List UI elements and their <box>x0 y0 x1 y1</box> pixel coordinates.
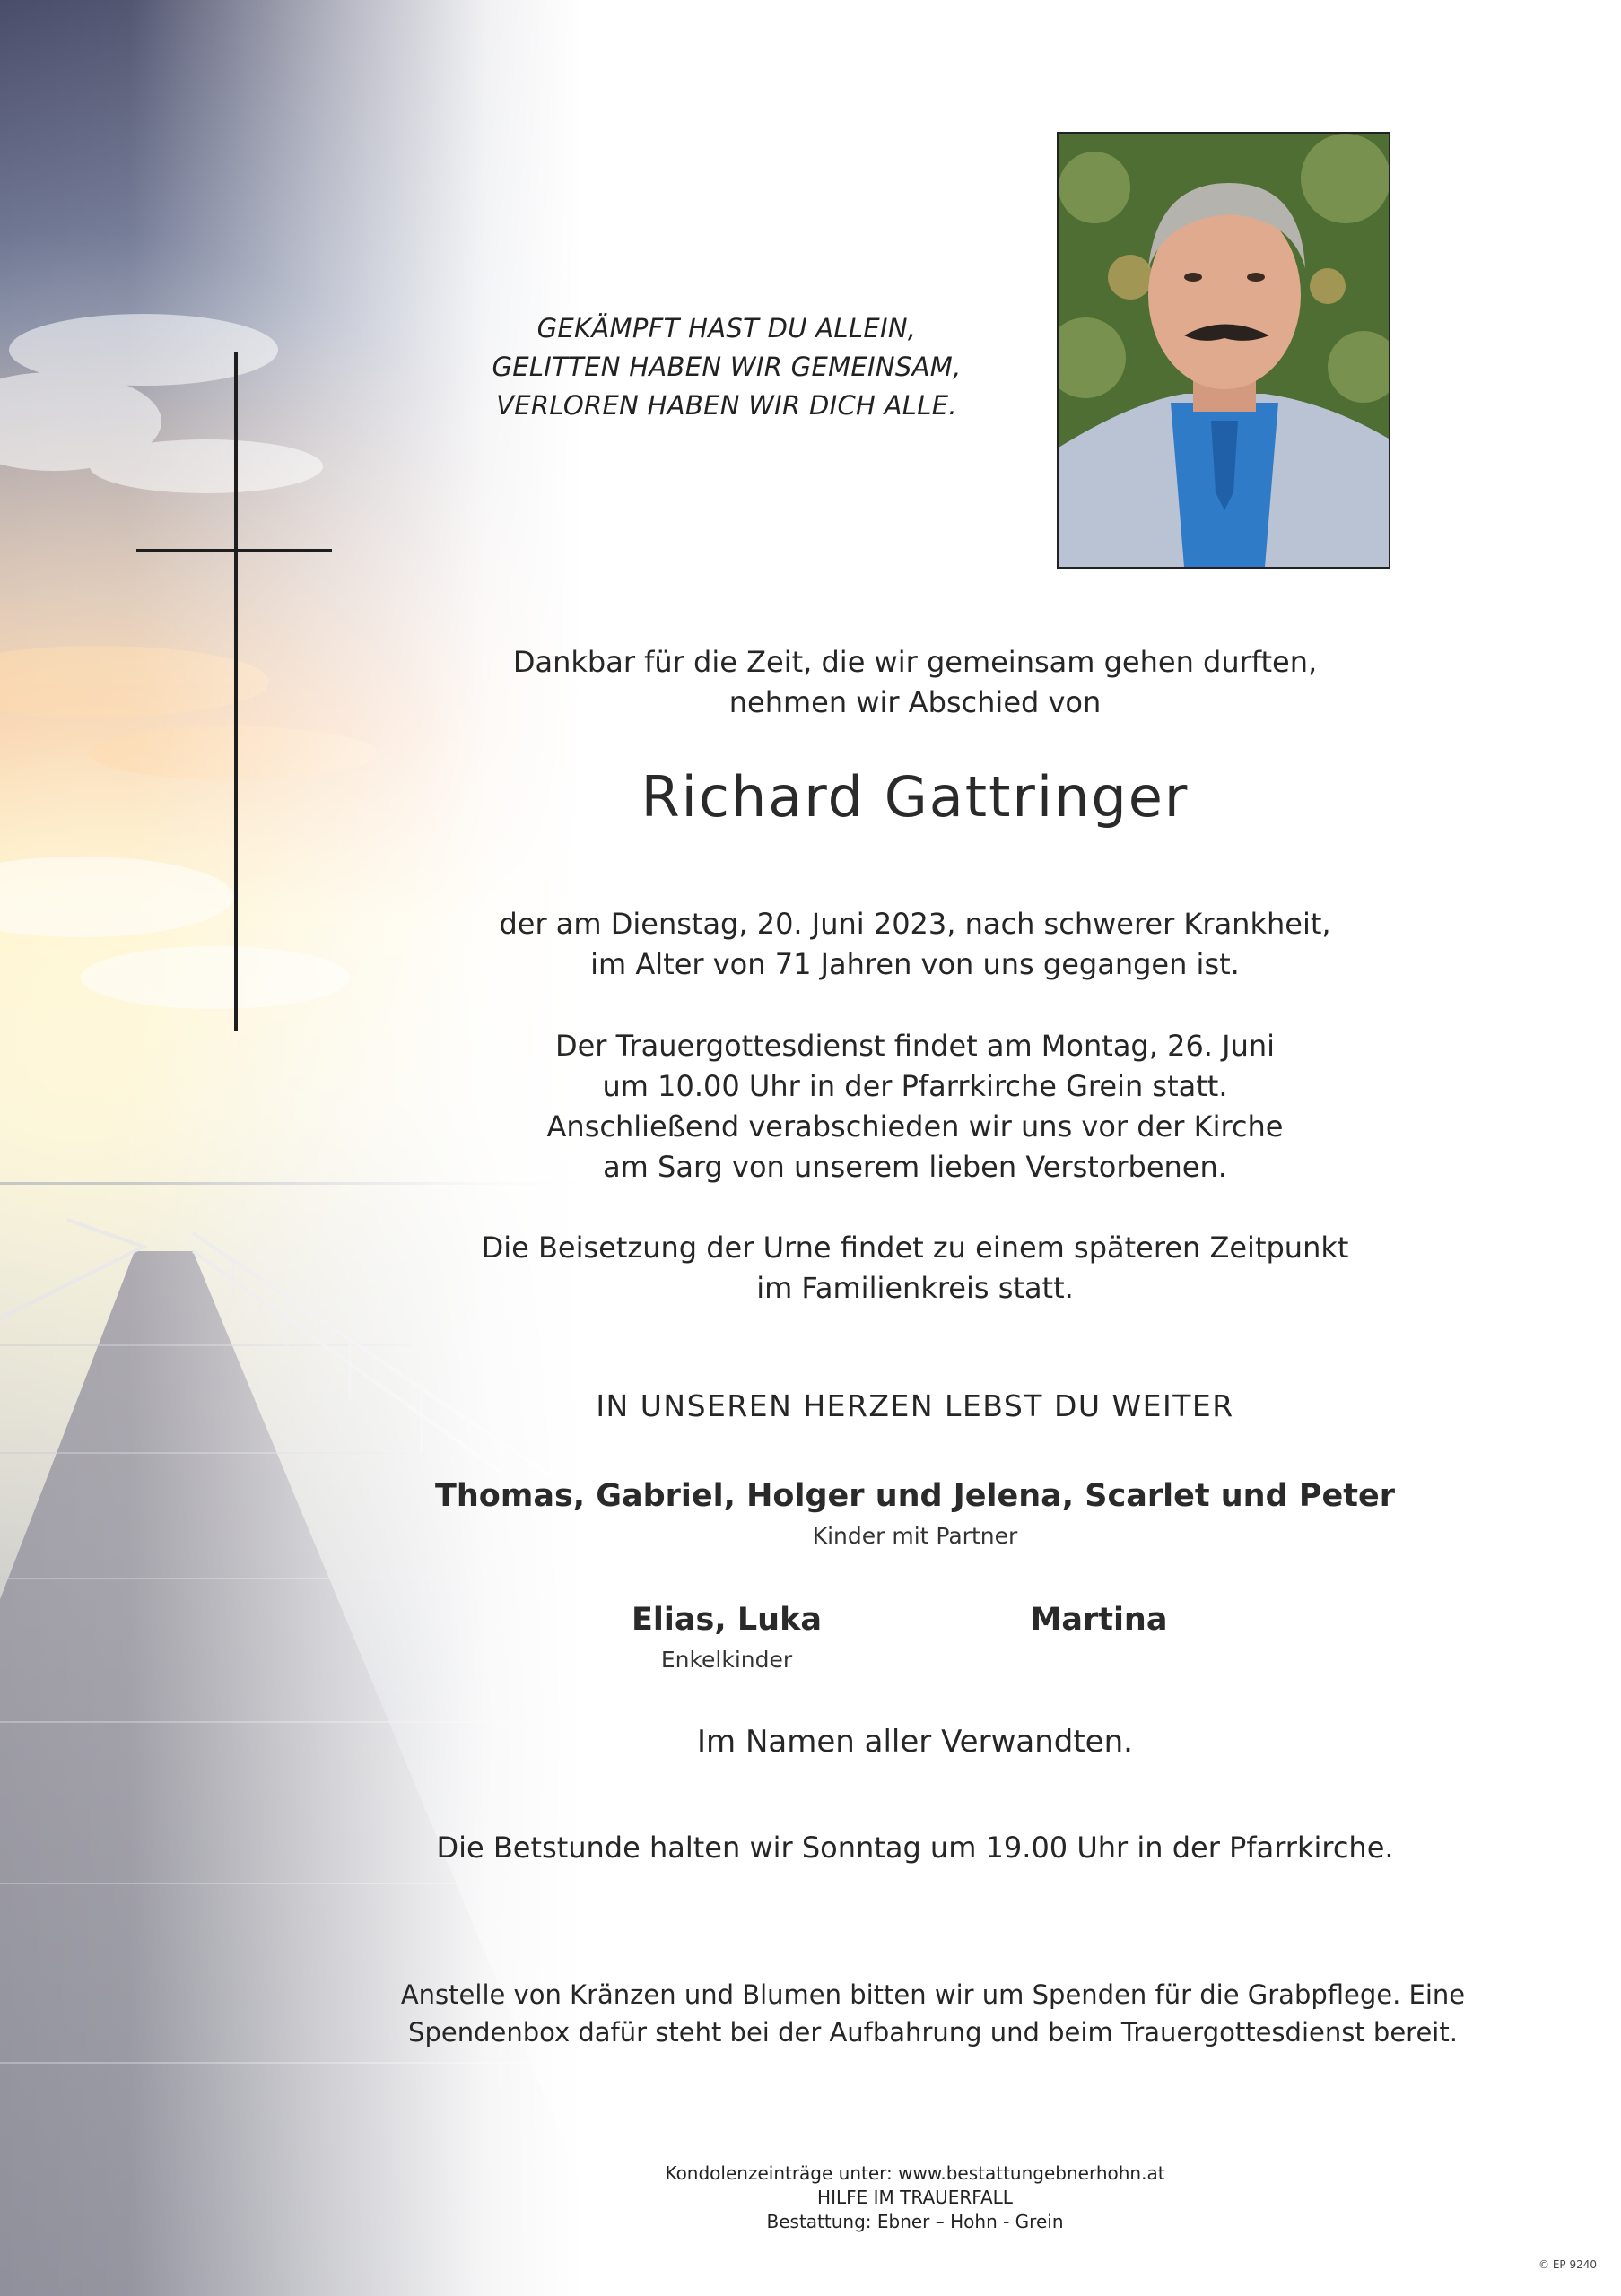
donation-line: Spendenbox dafür steht bei der Aufbahrung und beim Trauergottesdienst bereit. <box>408 2017 1458 2048</box>
condolence-link-text: Kondolenzeinträge unter: www.bestattungebnerhohn.at <box>665 2162 1165 2184</box>
death-notice <box>359 904 1471 985</box>
burial-line: Die Beisetzung der Urne findet zu einem späteren Zeitpunkt <box>481 1231 1349 1265</box>
burial-info <box>359 1228 1471 1309</box>
footer-slogan: HILFE IM TRAUERFALL <box>817 2187 1013 2208</box>
donation-notice <box>377 1976 1489 2051</box>
funeral-home: Bestattung: Ebner – Hohn - Grein <box>766 2211 1064 2232</box>
service-line: Der Trauergottesdienst findet am Montag, 26. Juni <box>554 1029 1276 1063</box>
document-code: © EP 9240 <box>1538 2258 1597 2271</box>
footer <box>556 2161 1274 2234</box>
motto: IN UNSEREN HERZEN LEBST DU WEITER <box>596 1388 1234 1423</box>
service-line: Anschließend verabschieden wir uns vor der Kirche <box>546 1109 1284 1144</box>
donation-line: Anstelle von Kränzen und Blumen bitten wir um Spenden für die Grabpflege. Eine <box>400 1979 1466 2010</box>
quote-line: VERLOREN HABEN WIR DICH ALLE. <box>496 390 957 421</box>
service-line: um 10.00 Uhr in der Pfarrkirche Grein statt. <box>602 1069 1228 1103</box>
death-line: im Alter von 71 Jahren von uns gegangen ist. <box>590 947 1240 981</box>
intro-line: nehmen wir Abschied von <box>728 685 1102 719</box>
grandchildren-label: Enkelkinder <box>660 1647 793 1673</box>
partner-name: Martina <box>1030 1602 1168 1638</box>
children-label: Kinder mit Partner <box>812 1523 1018 1549</box>
prayer-hour-info: Die Betstunde halten wir Sonntag um 19.00 Uhr in der Pfarrkirche. <box>436 1831 1394 1865</box>
quote-line: GELITTEN HABEN WIR GEMEINSAM, <box>492 352 962 382</box>
quote-line: GEKÄMPFT HAST DU ALLEIN, <box>536 313 917 344</box>
deceased-name: Richard Gattringer <box>641 764 1190 830</box>
intro-line: Dankbar für die Zeit, die wir gemeinsam gehen durften, <box>512 645 1318 679</box>
cross-icon <box>234 352 238 1031</box>
funeral-service-info <box>359 1026 1471 1187</box>
portrait-photo <box>1057 132 1390 569</box>
cross-icon-bar <box>136 549 332 552</box>
relatives-line: Im Namen aller Verwandten. <box>697 1724 1133 1760</box>
burial-line: im Familienkreis statt. <box>756 1271 1074 1305</box>
grandchildren-names: Elias, Luka <box>632 1602 822 1638</box>
children-names: Thomas, Gabriel, Holger und Jelena, Scarlet und Peter <box>435 1478 1395 1514</box>
death-line: der am Dienstag, 20. Juni 2023, nach schwerer Krankheit, <box>499 907 1331 941</box>
service-line: am Sarg von unserem lieben Verstorbenen. <box>603 1150 1227 1184</box>
quote <box>413 309 1041 425</box>
intro-text <box>359 642 1471 723</box>
